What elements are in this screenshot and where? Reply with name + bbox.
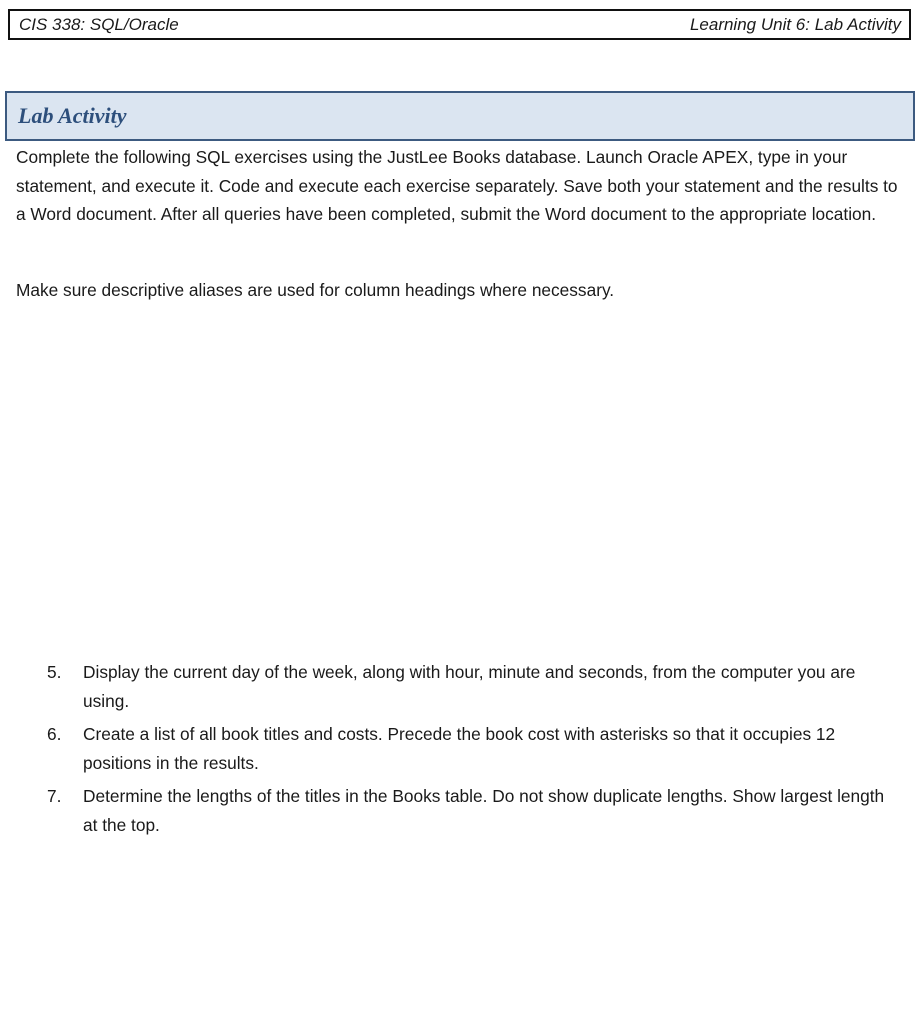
exercise-number: 5. [47, 662, 62, 682]
exercise-item [0, 782, 895, 840]
unit-label: Learning Unit 6: Lab Activity [689, 14, 901, 34]
exercise-number: 7. [47, 786, 62, 806]
intro-paragraph: Complete the following SQL exercises using the JustLee Books database. Launch Oracle APEX, type in your statement, and execute it. Code and execute each exercise separately. Save both your statement and the results to a Word document. After all queries have been completed, submit the Word document to the appropriate location. [16, 147, 898, 225]
course-label: CIS 338: SQL/Oracle [19, 14, 179, 34]
exercise-item [0, 658, 895, 716]
exercise-text: Display the current day of the week, along with hour, minute and seconds, from the computer you are using. [83, 662, 856, 711]
page-header [8, 9, 911, 40]
exercise-text: Create a list of all book titles and costs. Precede the book cost with asterisks so that it occupies 12 positions in the results. [83, 724, 836, 773]
exercise-item [0, 720, 895, 778]
exercise-list [0, 658, 921, 844]
section-heading-box [5, 91, 915, 141]
exercise-number: 6. [47, 724, 62, 744]
exercise-text: Determine the lengths of the titles in the Books table. Do not show duplicate lengths. Show largest length at the top. [83, 786, 885, 835]
alias-note: Make sure descriptive aliases are used for column headings where necessary. [16, 280, 615, 300]
section-title: Lab Activity [18, 103, 127, 128]
